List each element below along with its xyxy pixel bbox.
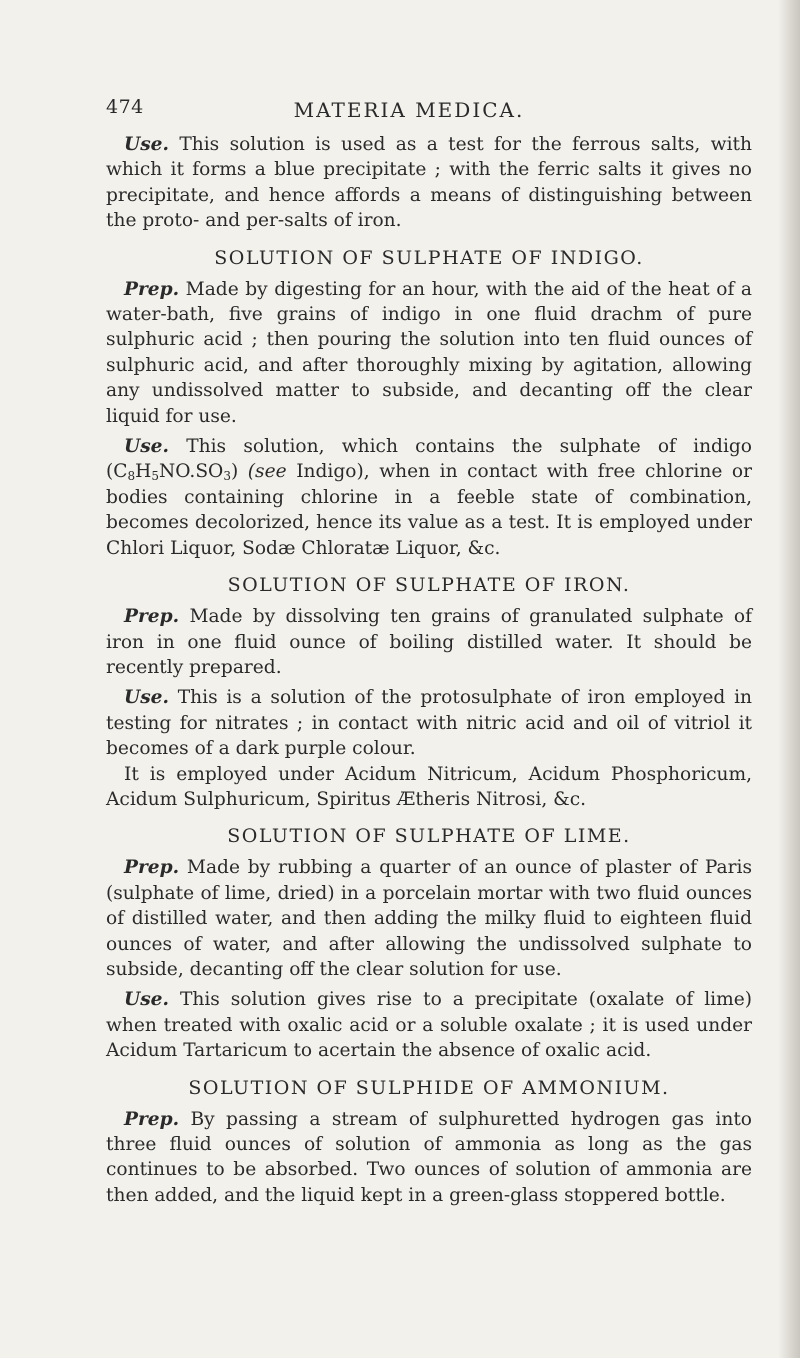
see-reference: (see [247,461,287,483]
running-head: MATERIA MEDICA. [293,98,525,122]
iron-use-paragraph [106,685,752,761]
iron-use-text: This is a solution of the protosulphate of iron employed in testing for nitrates ; in contact with nitric acid and oil of vitriol it becomes of a dark purple colour. [106,687,752,760]
prep-label: Prep. [124,1108,180,1130]
lime-use-text: This solution gives rise to a precipitate (oxalate of lime) when treated with oxalic acid or a soluble oxalate ; it is used under Acidum Tartaricum to acertain the absence of oxalic acid. [106,989,752,1062]
use-label: Use. [124,989,169,1011]
lime-prep-text: Made by rubbing a quarter of an ounce of plaster of Paris (sulphate of lime, dried) in a porcelain mortar with two fluid ounces of distilled water, and then adding the milky fluid to eighteen fluid ounces of water, and after allowing the undissolved sulphate to subside, decanting off the clear solution for use. [106,857,752,980]
prep-label: Prep. [124,606,180,628]
page-number: 474 [106,96,144,118]
indigo-use-paragraph [106,434,752,561]
indigo-prep-paragraph [106,277,752,429]
ammonium-prep-paragraph [106,1107,752,1209]
ammonium-prep-text: By passing a stream of sulphuretted hydrogen gas into three fluid ounces of solution of ammonia as long as the gas continues to be absorbed. Two ounces of solution of ammonia are then added, and the liquid kept in a green-glass stoppered bottle. [106,1108,753,1206]
section-title-iron: SOLUTION OF SULPHATE OF IRON. [227,574,631,597]
iron-prep-paragraph [106,604,752,680]
use-label: Use. [124,134,169,155]
indigo-use-text-2: Indigo), when in contact with free chlorine or bodies containing chlorine in a feeble state of combination, becomes decolorized, hence its value as a test. It is employed under Chlori Liquor, Sodæ Chloratæ Liquor, &c. [106,461,752,559]
lime-use-paragraph [106,987,752,1063]
section-title-indigo: SOLUTION OF SULPHATE OF INDIGO. [214,246,644,269]
use-label: Use. [124,687,169,709]
section-title-lime: SOLUTION OF SULPHATE OF LIME. [227,825,631,848]
prep-label: Prep. [124,857,180,879]
indigo-formula: $(C_8H_5NO.SO_3)$ [106,461,239,484]
indigo-use-text-1: This solution, which contains the sulphate of indigo [186,436,752,458]
prep-label: Prep. [124,278,180,300]
use-label: Use. [124,436,169,458]
lime-prep-paragraph [106,855,752,982]
section-title-ammonium: SOLUTION OF SULPHIDE OF AMMONIUM. [188,1076,670,1099]
iron-employed-paragraph: It is employed under Acidum Nitricum, Acidum Phosphoricum, Acidum Sulphuricum, Spiritus Ætheris Nitrosi, &c. [106,763,752,810]
page-header [106,92,752,128]
iron-prep-text: Made by dissolving ten grains of granulated sulphate of iron in one fluid ounce of boiling distilled water. It should be recently prepared. [106,606,752,678]
intro-use-paragraph [106,132,752,234]
indigo-prep-text: Made by digesting for an hour, with the aid of the heat of a water-bath, five grains of indigo in one fluid drachm of pure sulphuric acid ; then pouring the solution into ten fluid ounces of sulphuric acid, and after thoroughly mixing by agitation, allowing any undissolved matter to subside, and decanting off the clear liquid for use. [106,278,752,427]
intro-use-text: This solution is used as a test for the ferrous salts, with which it forms a blue precipitate ; with the ferric salts it gives no precipitate, and hence affords a means of distinguishing between the proto- and per-salts of iron. [106,134,752,232]
